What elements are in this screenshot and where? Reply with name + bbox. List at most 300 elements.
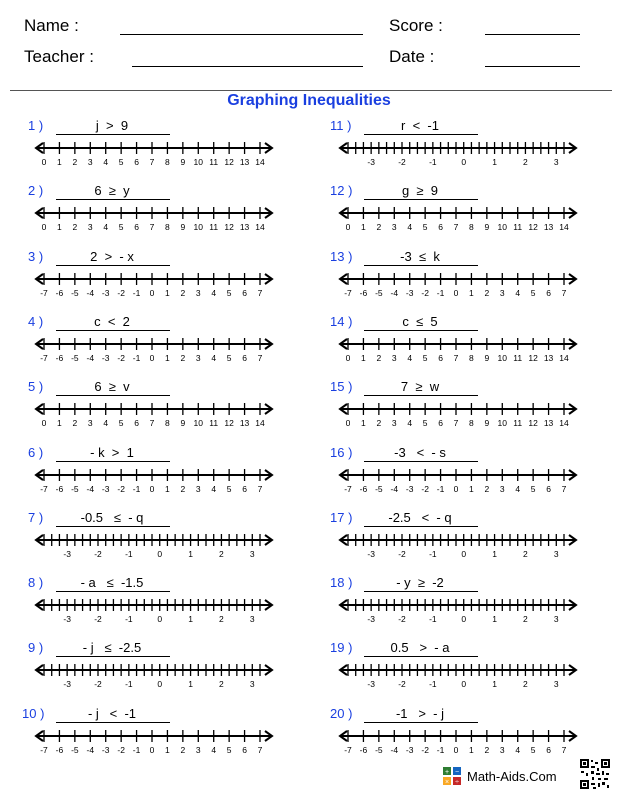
tick-label: 1 (469, 744, 474, 755)
number-line[interactable] (30, 334, 278, 368)
tick-label: 7 (257, 744, 263, 755)
tick-label: -2 (421, 483, 429, 494)
tick-label: 6 (546, 744, 551, 755)
date-line[interactable] (485, 66, 580, 67)
tick-label: 10 (497, 222, 508, 233)
tick-label: 6 (242, 744, 247, 755)
expression-underline (364, 656, 478, 657)
tick-label: -5 (71, 352, 79, 363)
tick-label: -5 (375, 287, 383, 298)
tick-label: -4 (390, 287, 399, 298)
inequality-expression: - y ≥ -2 (396, 575, 444, 591)
tick-label: 5 (226, 287, 232, 298)
tick-label: -4 (86, 744, 95, 755)
tick-label: 3 (499, 483, 505, 494)
tick-label: 13 (543, 418, 554, 429)
problem-number: 8 ) (28, 575, 44, 591)
number-line[interactable] (30, 465, 278, 499)
tick-label: -5 (71, 483, 79, 494)
header-divider (10, 90, 612, 91)
number-line[interactable] (334, 399, 582, 433)
inequality-expression: 2 > - x (90, 248, 134, 264)
tick-label: 0 (157, 679, 163, 690)
problem-12 (330, 183, 610, 243)
tick-label: 7 (149, 157, 155, 167)
tick-label: 3 (553, 548, 559, 559)
tick-label: 1 (165, 352, 170, 363)
problem-1 (28, 118, 308, 178)
tick-label: 9 (484, 418, 490, 429)
tick-label: 6 (546, 287, 551, 298)
inequality-expression: c ≤ 5 (402, 313, 438, 329)
tick-label: 10 (497, 418, 508, 429)
score-label: Score : (389, 16, 443, 35)
tick-label: 2 (484, 287, 490, 298)
tick-label: 7 (257, 287, 263, 298)
tick-label: 6 (134, 418, 139, 429)
tick-label: 12 (528, 352, 538, 363)
expression-underline (56, 199, 170, 200)
number-line[interactable] (30, 660, 278, 694)
tick-label: 3 (195, 483, 201, 494)
tick-label: 3 (249, 548, 255, 559)
tick-label: 7 (561, 744, 567, 755)
tick-label: 1 (188, 548, 193, 559)
inequality-expression: - a ≤ -1.5 (80, 575, 144, 591)
tick-label: 14 (559, 418, 569, 429)
expression-underline (56, 656, 170, 657)
tick-label: 1 (469, 483, 474, 494)
tick-label: -2 (94, 548, 102, 559)
number-line[interactable] (30, 595, 278, 629)
tick-label: 12 (224, 157, 234, 167)
tick-label: 0 (461, 614, 467, 625)
tick-label: 8 (165, 157, 170, 167)
tick-label: 11 (513, 418, 523, 429)
tick-label: -2 (117, 352, 125, 363)
problem-4 (28, 314, 308, 374)
tick-label: -1 (125, 614, 133, 625)
tick-label: 4 (515, 483, 521, 494)
inequality-expression: 0.5 > - a (390, 640, 450, 656)
tick-label: -3 (101, 352, 110, 363)
tick-label: 2 (484, 744, 490, 755)
tick-label: -3 (63, 679, 71, 690)
number-line[interactable] (30, 138, 278, 172)
tick-label: 7 (149, 418, 155, 429)
tick-label: -3 (367, 679, 375, 690)
number-line[interactable] (334, 726, 582, 760)
tick-label: 2 (376, 222, 382, 233)
name-line[interactable] (120, 34, 363, 35)
tick-label: 4 (407, 222, 413, 233)
tick-label: 0 (149, 483, 155, 494)
tick-label: -1 (436, 483, 445, 494)
tick-label: 13 (543, 352, 554, 363)
problem-number: 15 ) (330, 379, 353, 395)
expression-underline (56, 330, 170, 331)
expression-underline (56, 134, 170, 135)
number-line[interactable] (334, 660, 582, 694)
tick-label: 12 (528, 418, 538, 429)
tick-label: 5 (530, 483, 536, 494)
tick-label: 5 (422, 222, 428, 233)
tick-label: 8 (469, 352, 474, 363)
tick-label: 1 (165, 287, 170, 298)
expression-underline (364, 461, 478, 462)
tick-label: 9 (484, 222, 490, 233)
tick-label: 11 (513, 352, 523, 363)
tick-label: -1 (429, 614, 437, 625)
tick-label: -1 (429, 679, 437, 690)
teacher-label: Teacher : (24, 47, 94, 66)
math-aids-logo-icon (443, 767, 461, 785)
inequality-expression: j > 9 (95, 118, 129, 133)
tick-label: -3 (101, 744, 110, 755)
score-line[interactable] (485, 34, 580, 35)
tick-label: 6 (242, 352, 247, 363)
tick-label: -7 (344, 287, 352, 298)
tick-label: 2 (180, 744, 186, 755)
tick-label: 7 (561, 287, 567, 298)
tick-label: 6 (134, 222, 139, 233)
tick-label: -5 (71, 744, 79, 755)
tick-label: -2 (421, 744, 429, 755)
expression-underline (56, 461, 170, 462)
number-line[interactable] (334, 203, 582, 237)
tick-label: 5 (226, 744, 232, 755)
tick-label: 11 (209, 222, 219, 233)
tick-label: 9 (180, 222, 186, 233)
tick-label: 8 (469, 222, 474, 233)
tick-label: -1 (429, 157, 437, 167)
problem-10 (22, 705, 308, 766)
inequality-expression: 6 ≥ v (94, 379, 130, 395)
tick-label: 0 (461, 679, 467, 690)
number-line[interactable] (30, 269, 278, 303)
tick-label: -4 (390, 483, 399, 494)
tick-label: 1 (57, 157, 62, 167)
inequality-expression: -2.5 < - q (388, 509, 452, 525)
tick-label: 1 (361, 352, 366, 363)
problem-number: 9 ) (28, 640, 44, 656)
tick-label: 7 (561, 483, 567, 494)
problem-9 (28, 640, 308, 700)
tick-label: 12 (528, 222, 538, 233)
tick-label: 14 (255, 418, 265, 429)
inequality-expression: - j < -1 (87, 705, 137, 721)
tick-label: 2 (219, 679, 224, 690)
tick-label: -3 (367, 157, 375, 167)
tick-label: 0 (345, 352, 351, 363)
tick-label: -7 (40, 287, 48, 298)
svg-text:÷: ÷ (455, 779, 459, 785)
tick-label: 6 (438, 352, 443, 363)
tick-label: 7 (257, 483, 263, 494)
expression-underline (56, 722, 170, 723)
tick-label: 14 (559, 222, 569, 233)
problem-19 (330, 640, 610, 700)
tick-label: 0 (345, 222, 351, 233)
problem-16 (330, 445, 610, 505)
tick-label: -7 (344, 744, 352, 755)
tick-label: 13 (239, 418, 250, 429)
tick-label: -7 (344, 483, 352, 494)
tick-label: 3 (87, 157, 93, 167)
tick-label: 6 (242, 483, 247, 494)
problem-11 (330, 118, 610, 178)
problem-number: 3 ) (28, 248, 44, 264)
tick-label: 2 (219, 548, 224, 559)
inequality-expression: g ≥ 9 (401, 183, 439, 199)
tick-label: 0 (453, 483, 459, 494)
inequality-expression: -3 < - s (394, 444, 446, 460)
tick-label: 1 (165, 744, 170, 755)
problem-number: 6 ) (28, 444, 44, 460)
tick-label: 11 (513, 222, 523, 233)
problem-number: 20 ) (330, 705, 353, 721)
tick-label: 7 (257, 352, 263, 363)
tick-label: -1 (125, 548, 133, 559)
tick-label: 3 (87, 222, 93, 233)
problem-14 (330, 314, 610, 374)
tick-label: 12 (224, 222, 234, 233)
tick-label: -4 (86, 287, 95, 298)
expression-underline (364, 395, 478, 396)
tick-label: 1 (492, 614, 497, 625)
tick-label: 5 (226, 352, 232, 363)
tick-label: -2 (94, 679, 102, 690)
inequality-expression: 6 ≥ y (94, 183, 130, 199)
tick-label: -7 (40, 744, 48, 755)
number-line[interactable] (334, 530, 582, 564)
number-line[interactable] (334, 334, 582, 368)
problem-7 (28, 510, 308, 570)
number-line[interactable] (334, 269, 582, 303)
teacher-line[interactable] (132, 66, 363, 67)
tick-label: 0 (41, 157, 47, 167)
tick-label: -5 (71, 287, 79, 298)
tick-label: 10 (193, 157, 204, 167)
number-line[interactable] (334, 138, 582, 172)
tick-label: 3 (249, 614, 255, 625)
tick-label: 3 (553, 157, 559, 167)
tick-label: 13 (543, 222, 554, 233)
tick-label: 4 (211, 352, 217, 363)
problem-number: 17 ) (330, 509, 353, 525)
tick-label: 5 (118, 157, 124, 167)
tick-label: -3 (101, 287, 110, 298)
tick-label: 6 (134, 157, 139, 167)
worksheet-title: Graphing Inequalities (227, 92, 391, 109)
expression-underline (364, 722, 478, 723)
tick-label: 4 (103, 222, 109, 233)
tick-label: 4 (211, 744, 217, 755)
tick-label: 8 (165, 418, 170, 429)
tick-label: 1 (57, 418, 62, 429)
tick-label: -2 (398, 614, 406, 625)
tick-label: 5 (118, 418, 124, 429)
tick-label: -4 (86, 352, 95, 363)
problem-2 (28, 183, 308, 243)
tick-label: -2 (117, 483, 125, 494)
tick-label: -1 (125, 679, 133, 690)
tick-label: 5 (226, 483, 232, 494)
tick-label: 2 (180, 483, 186, 494)
tick-label: -3 (405, 744, 414, 755)
tick-label: 1 (492, 157, 497, 167)
tick-label: 3 (499, 744, 505, 755)
tick-label: 4 (407, 418, 413, 429)
svg-text:−: − (454, 769, 460, 776)
tick-label: -7 (40, 483, 48, 494)
tick-label: 5 (118, 222, 124, 233)
tick-label: 4 (103, 157, 109, 167)
tick-label: 4 (103, 418, 109, 429)
problem-number: 2 ) (28, 183, 44, 199)
problem-3 (28, 249, 308, 309)
tick-label: 2 (376, 418, 382, 429)
tick-label: 2 (72, 222, 78, 233)
tick-label: 5 (530, 287, 536, 298)
tick-label: 3 (553, 614, 559, 625)
tick-label: 14 (559, 352, 569, 363)
expression-underline (56, 265, 170, 266)
problem-13 (330, 249, 610, 309)
problem-20 (330, 706, 610, 766)
tick-label: -6 (55, 483, 64, 494)
tick-label: 3 (391, 352, 397, 363)
tick-label: 0 (41, 418, 47, 429)
problem-number: 14 ) (330, 313, 353, 329)
number-line[interactable] (334, 465, 582, 499)
tick-label: 8 (165, 222, 170, 233)
problem-number: 7 ) (28, 509, 44, 525)
tick-label: 4 (407, 352, 413, 363)
tick-label: 3 (391, 222, 397, 233)
svg-text:×: × (444, 779, 450, 785)
brand-text: Math-Aids.Com (467, 769, 557, 784)
tick-label: 7 (453, 418, 459, 429)
tick-label: 14 (255, 222, 265, 233)
problem-6 (28, 445, 308, 505)
tick-label: -6 (55, 352, 64, 363)
tick-label: -3 (101, 483, 110, 494)
tick-label: 1 (361, 418, 366, 429)
tick-label: 5 (530, 744, 536, 755)
tick-label: 0 (453, 287, 459, 298)
tick-label: 1 (492, 679, 497, 690)
tick-label: 4 (515, 744, 521, 755)
tick-label: 2 (180, 352, 186, 363)
number-line[interactable] (334, 595, 582, 629)
tick-label: 13 (239, 157, 250, 167)
tick-label: 11 (209, 157, 219, 167)
tick-label: 3 (195, 287, 201, 298)
tick-label: -2 (398, 157, 406, 167)
tick-label: 0 (157, 614, 163, 625)
expression-underline (364, 134, 478, 135)
tick-label: -5 (375, 483, 383, 494)
problem-15 (330, 379, 610, 439)
tick-label: 1 (188, 679, 193, 690)
tick-label: 7 (149, 222, 155, 233)
tick-label: 0 (41, 222, 47, 233)
tick-label: 1 (188, 614, 193, 625)
tick-label: 0 (461, 157, 467, 167)
tick-label: -3 (367, 614, 375, 625)
expression-underline (364, 199, 478, 200)
problem-number: 16 ) (330, 444, 353, 460)
problem-18 (330, 575, 610, 635)
problem-number: 12 ) (330, 183, 353, 199)
tick-label: 3 (499, 287, 505, 298)
expression-underline (364, 330, 478, 331)
tick-label: 2 (72, 157, 78, 167)
tick-label: 3 (195, 744, 201, 755)
tick-label: 0 (149, 287, 155, 298)
tick-label: -3 (405, 483, 414, 494)
number-line[interactable] (30, 726, 278, 760)
tick-label: 2 (523, 614, 528, 625)
tick-label: -2 (421, 287, 429, 298)
tick-label: 5 (422, 352, 428, 363)
tick-label: 4 (515, 287, 521, 298)
tick-label: 11 (209, 418, 219, 429)
tick-label: -2 (117, 744, 125, 755)
tick-label: 1 (469, 287, 474, 298)
tick-label: -1 (436, 287, 445, 298)
tick-label: 12 (224, 418, 234, 429)
tick-label: 6 (438, 222, 443, 233)
tick-label: -6 (359, 287, 368, 298)
inequality-expression: - k > 1 (90, 444, 134, 460)
tick-label: -1 (436, 744, 445, 755)
tick-label: 2 (523, 157, 528, 167)
number-line[interactable] (30, 203, 278, 237)
tick-label: 0 (149, 352, 155, 363)
tick-label: 2 (376, 352, 382, 363)
tick-label: 0 (461, 548, 467, 559)
tick-label: -1 (132, 483, 141, 494)
tick-label: 1 (165, 483, 170, 494)
tick-label: 1 (57, 222, 62, 233)
problem-number: 11 ) (330, 118, 352, 133)
tick-label: 0 (453, 744, 459, 755)
tick-label: 2 (484, 483, 490, 494)
tick-label: 4 (211, 483, 217, 494)
expression-underline (56, 526, 170, 527)
tick-label: 6 (438, 418, 443, 429)
problem-number: 19 ) (330, 640, 353, 656)
tick-label: 9 (180, 418, 186, 429)
tick-label: -6 (359, 744, 368, 755)
tick-label: 10 (497, 352, 508, 363)
tick-label: -2 (117, 287, 125, 298)
inequality-expression: -3 ≤ k (400, 248, 440, 264)
tick-label: 4 (211, 287, 217, 298)
tick-label: 9 (180, 157, 186, 167)
tick-label: -2 (94, 614, 102, 625)
number-line[interactable] (30, 399, 278, 433)
name-label: Name : (24, 16, 79, 35)
tick-label: 2 (523, 548, 528, 559)
tick-label: 2 (523, 679, 528, 690)
tick-label: 3 (553, 679, 559, 690)
expression-underline (364, 526, 478, 527)
tick-label: -6 (55, 744, 64, 755)
number-line[interactable] (30, 530, 278, 564)
